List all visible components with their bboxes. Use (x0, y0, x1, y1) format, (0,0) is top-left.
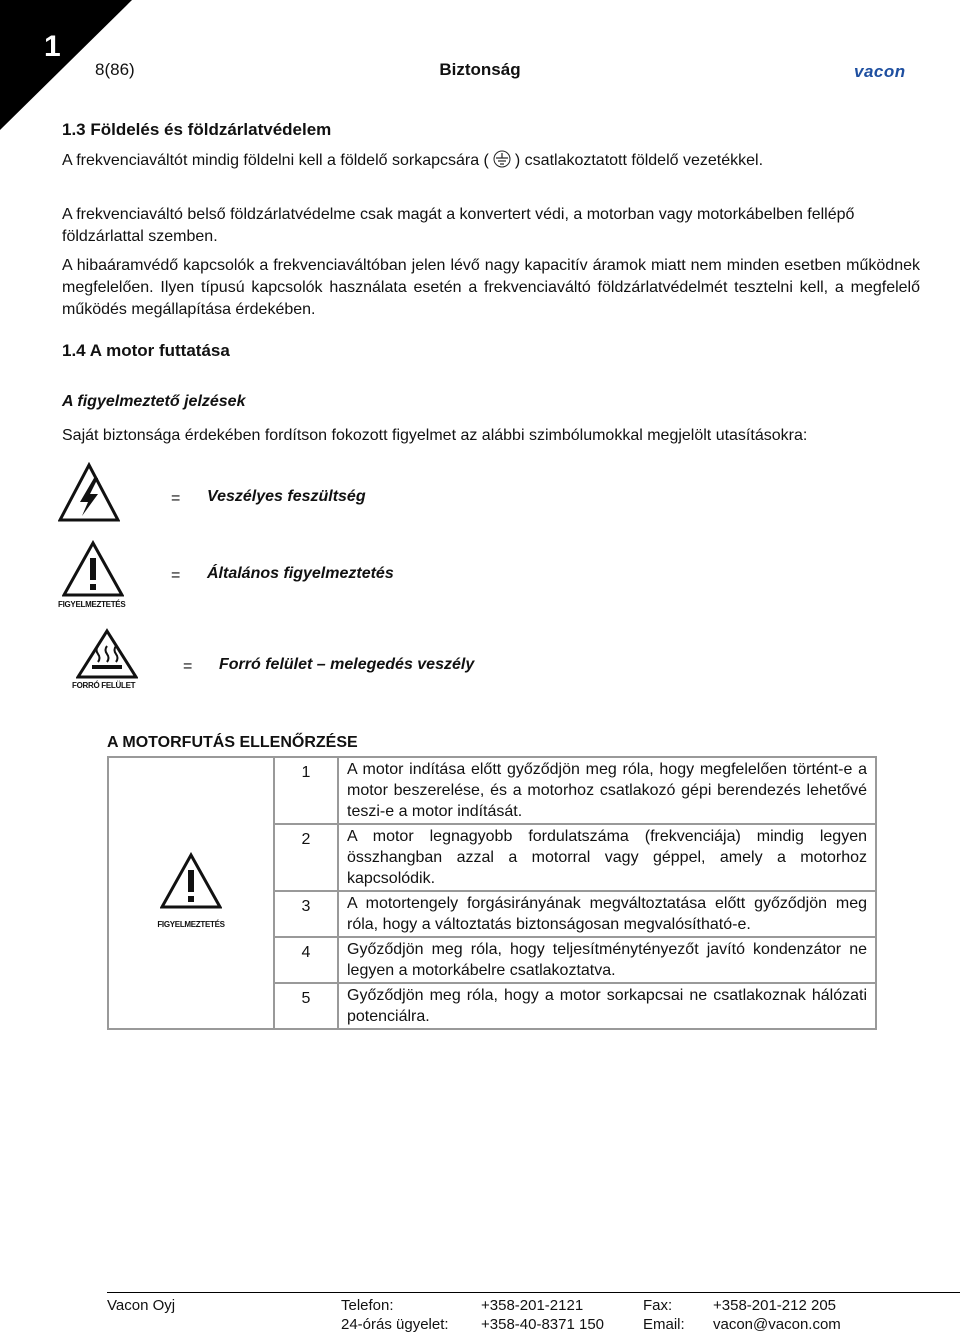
step-number: 3 (274, 891, 338, 937)
hot-surface-icon (76, 628, 138, 680)
step-number: 2 (274, 824, 338, 891)
dangerous-voltage-label: Veszélyes feszültség (207, 488, 366, 505)
table-row (108, 757, 876, 824)
equals-sign: = (171, 490, 181, 507)
step-text: A motor indítása előtt győződjön meg róla, hogy megfelelően történt-e a motor beszerelése, és a motorhoz csatlakozó gépi berendezés lehetővé teszi-e a motor indítását. (338, 757, 876, 824)
motor-run-checklist-table (107, 756, 877, 1030)
step-text: A motortengely forgásirányának megváltoztatása előtt győződjön meg róla, hogy a változtatás biztonságosan megvalósítható-e. (338, 891, 876, 937)
footer-divider (107, 1292, 960, 1293)
equals-sign: = (183, 658, 193, 675)
earth-fault-paragraph: A frekvenciaváltó belső földzárlatvédelme csak magát a konvertert védi, a motorban vagy motorkábelben fellépő földzárlattal szemben. (62, 206, 855, 245)
footer-fax: +358-201-212 205 (713, 1297, 837, 1314)
ground-terminal-icon (491, 150, 513, 168)
equals-sign: = (171, 567, 181, 584)
footer-phone: +358-201-2121 (481, 1297, 584, 1314)
step-number: 1 (274, 757, 338, 824)
footer-duty-label: 24-órás ügyelet: (341, 1316, 449, 1333)
grounding-text-start: A frekvenciaváltót mindig földelni kell a földelő sorkapcsára ( (62, 152, 489, 169)
hot-surface-icon-caption: FORRÓ FELÜLET (72, 681, 136, 690)
footer-company: Vacon Oyj (107, 1297, 176, 1314)
vacon-logo: vacon (854, 62, 906, 81)
grounding-paragraph (62, 150, 942, 172)
rcd-paragraph: A hibaáramvédő kapcsolók a frekvenciaváltóban jelen lévő nagy kapacitív áramok miatt nem minden esetben működnek megfelelően. Ilyen típusú kapcsolók használata esetén a frekvenciaváltó földzárlatvédelmét tesztelni kell, a megfelelő működés megállapítása érdekében. (62, 257, 920, 318)
footer-email-label: Email: (643, 1316, 685, 1333)
checklist-icon-caption: FIGYELMEZTETÉS (157, 919, 225, 929)
page-number: 8(86) (95, 60, 135, 79)
step-text: Győződjön meg róla, hogy a motor sorkapcsai ne csatlakoznak hálózati potenciálra. (338, 983, 876, 1029)
footer-duty-phone: +358-40-8371 150 (481, 1316, 605, 1333)
footer-phone-label: Telefon: (341, 1297, 394, 1314)
step-text: A motor legnagyobb fordulatszáma (frekvenciája) mindig legyen összhangban azzal a motorral vagy géppel, amely a motorhoz kapcsolódik. (338, 824, 876, 891)
general-warning-label: Általános figyelmeztetés (207, 565, 394, 582)
high-voltage-icon (58, 462, 120, 524)
warning-icon (62, 540, 124, 598)
section-heading-1-4: 1.4 A motor futtatása (62, 341, 230, 360)
chapter-number: 1 (44, 30, 61, 63)
warning-intro-text: Saját biztonsága érdekében fordítson fokozott figyelmet az alábbi szimbólumokkal megjelölt utasításokra: (62, 427, 808, 444)
warning-icon (160, 852, 222, 910)
step-number: 5 (274, 983, 338, 1029)
section-heading-1-3: 1.3 Földelés és földzárlatvédelem (62, 120, 332, 139)
hot-surface-label: Forró felület – melegedés veszély (219, 656, 475, 673)
grounding-text-end: ) csatlakoztatott földelő vezetékkel. (514, 152, 764, 169)
footer-email: vacon@vacon.com (713, 1316, 841, 1333)
step-text: Győződjön meg róla, hogy teljesítménytényezőt javító kondenzátor ne legyen a motorkábelre csatlakoztatva. (338, 937, 876, 983)
checklist-icon-cell (108, 757, 274, 1029)
motor-run-check-title: A MOTORFUTÁS ELLENŐRZÉSE (107, 734, 358, 751)
footer-fax-label: Fax: (643, 1297, 673, 1314)
page-title: Biztonság (439, 60, 521, 79)
step-number: 4 (274, 937, 338, 983)
warning-signs-subheading: A figyelmeztető jelzések (62, 393, 246, 410)
warning-icon-caption: FIGYELMEZTETÉS (58, 600, 126, 609)
